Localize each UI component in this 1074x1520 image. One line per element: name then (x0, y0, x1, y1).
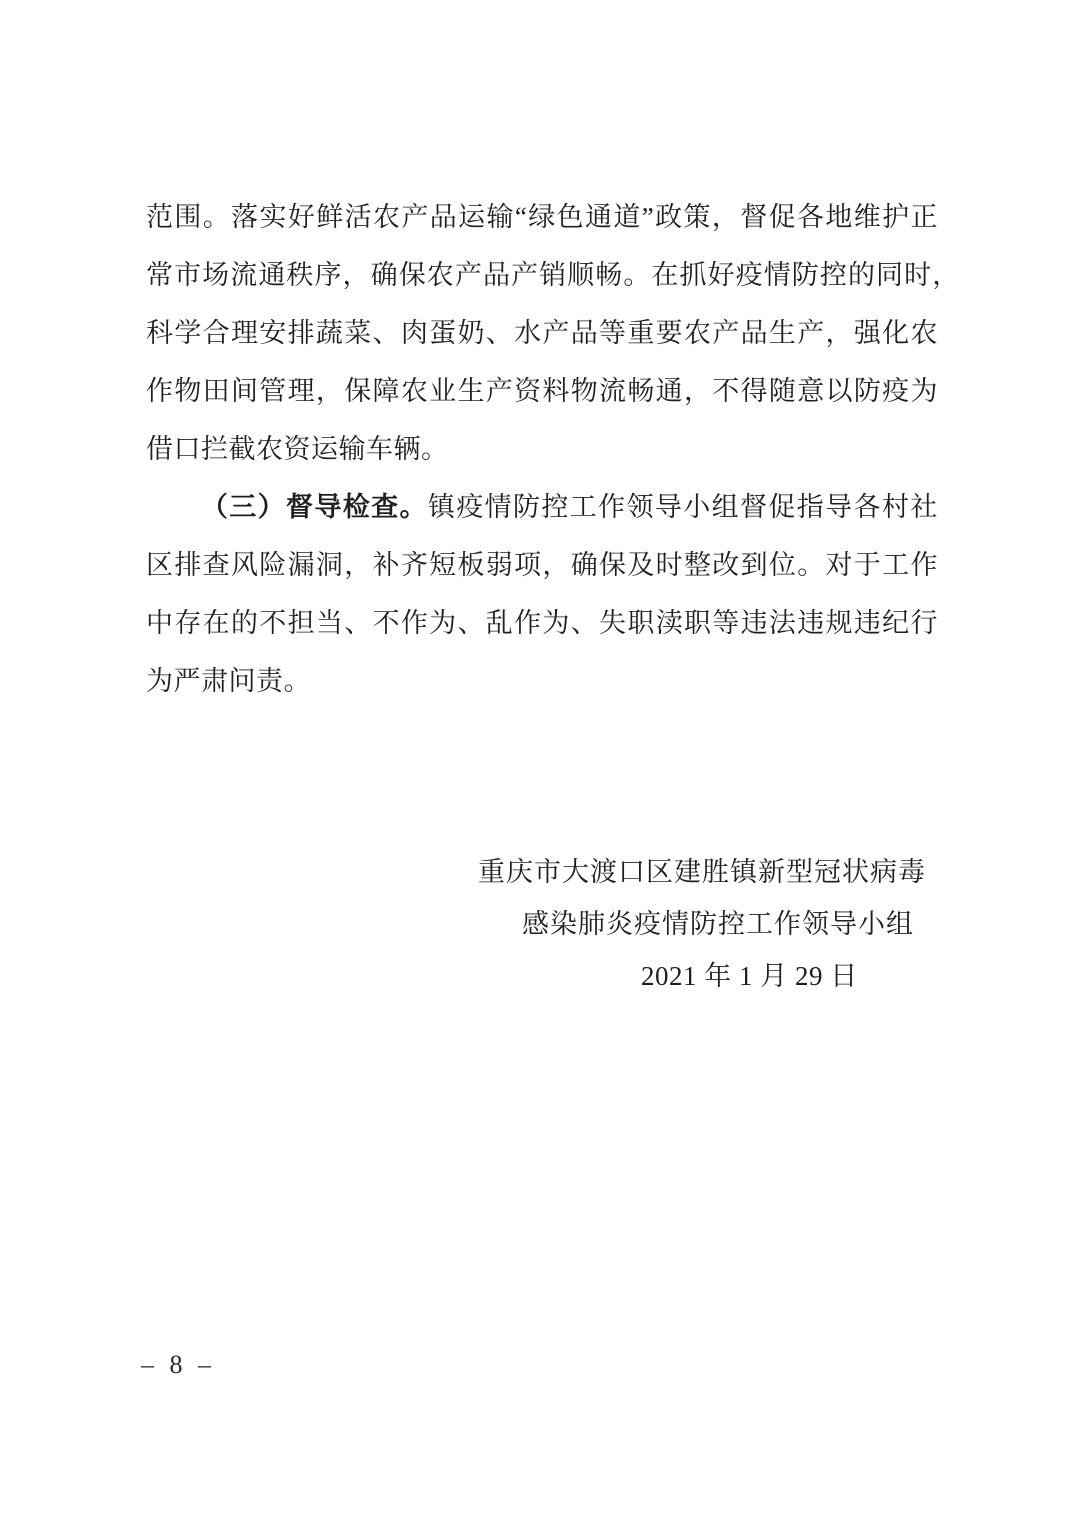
signature-org-line-2: 感染肺炎疫情防控工作领导小组 (522, 909, 914, 939)
body-line-section-heading: （ 三 ） 督 导 检 查 。 镇 疫 情 防 控 工 作 领 导 小 组 督 促 指 导 各 村 社 (146, 478, 938, 536)
body-line-text: 为严肃问责。 (146, 666, 311, 696)
body-line: 范 围 。 落 实 好 鲜 活 农 产 品 运 输 “ 绿 色 通 道 ” 政 策 ， 督 促 各 地 维 护 正 (146, 202, 938, 232)
body-line: 作 物 田 间 管 理 ， 保 障 农 业 生 产 资 料 物 流 畅 通 ， 不 得 随 意 以 防 疫 为 (146, 376, 938, 406)
body-text-block (146, 188, 960, 710)
body-line: 中 存 在 的 不 担 当 、 不 作 为 、 乱 作 为 、 失 职 渎 职 等 违 法 违 规 违 纪 行 (146, 608, 938, 638)
body-line (146, 420, 938, 478)
page-number: – 8 – (141, 1350, 213, 1379)
body-line: 区 排 查 风 险 漏 洞 ， 补 齐 短 板 弱 项 ， 确 保 及 时 整 改 到 位 。 对 于 工 作 (146, 550, 938, 580)
signature-date: 2021 年 1 月 29 日 (641, 961, 858, 991)
body-line: 科 学 合 理 安 排 蔬 菜 、 肉 蛋 奶 、 水 产 品 等 重 要 农 产 品 生 产 ， 强 化 农 (146, 318, 938, 348)
signature-org-line-1: 重庆市大渡口区建胜镇新型冠状病毒 (478, 857, 926, 887)
body-line-text: 借口拦截农资运输车辆。 (146, 434, 449, 464)
paragraph-indent (146, 507, 200, 508)
body-line (146, 652, 938, 710)
body-line: 常 市 场 流 通 秩 序 ， 确 保 农 产 品 产 销 顺 畅 。 在 抓 好 疫 情 防 控 的 同 时 ， (146, 260, 960, 290)
